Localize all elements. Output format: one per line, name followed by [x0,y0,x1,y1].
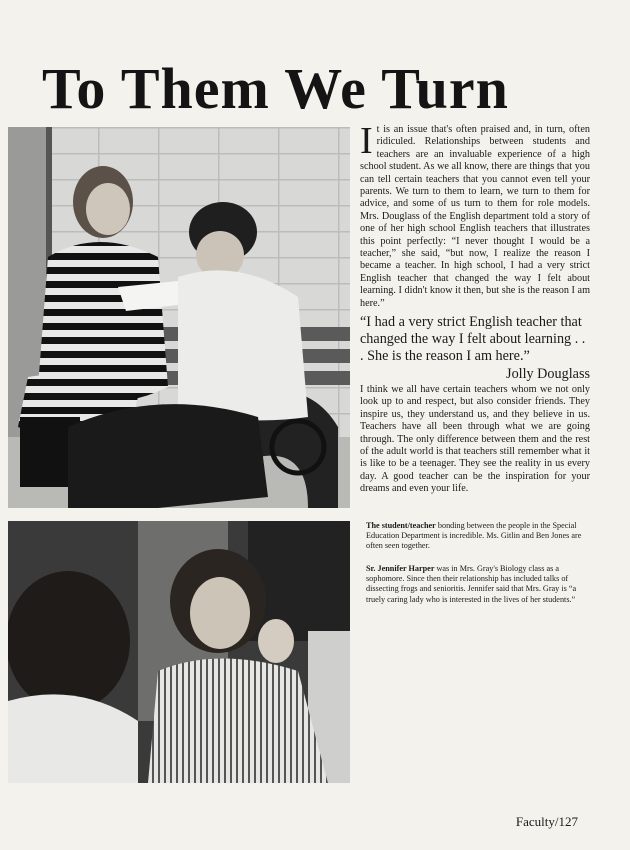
photo-student-and-teacher [8,521,350,783]
pull-quote-author: Jolly Douglass [506,366,590,383]
caption-2-lead: Sr. Jennifer Harper [366,564,435,573]
caption-2-text: was in Mrs. Gray's Biology class as a sophomore. Since then their relationship has included talks of dissecting frogs and senioritis. Jennifer said that Mrs. Gray is “a truely caring lady who is interested in the lives of her students.” [366,564,577,604]
article-body [360,120,590,310]
caption-1-lead: The student/teacher [366,521,436,530]
article-paragraph-1: t is an issue that's often praised and, in turn, often ridiculed. Relationships between students and teachers are an invaluable experience of a high school student. As we all know, there are things that you can tell certain teachers that you cannot even tell your parents. We turn to them to learn, we turn to them for advice, and some of us turn to them for role models. Mrs. Douglass of the English department told a story of one of her high school English teachers that illustrates this point perfectly: “I never thought I would be a teacher,” she said, “but now, I realize the reason I became a teacher. In high school, I had a very strict English teacher that changed the way I felt about learning. I didn't know it then, but she is the reason I am here.” [360,124,590,309]
article-paragraph-2: I think we all have certain teachers whom we not only look up to and respect, but also consider friends. They inspire us, they understand us, and they believe in us. Teachers have all been through what we are going through. The only difference between them and the rest of the adult world is that teachers still remember what it is like to be a teenager. They see the reality in us every day. A good teacher can be the inspiration for your dreams and even your life. [360,384,590,495]
page-folio: Faculty/127 [515,814,578,829]
photo-teacher-student-bench [8,127,350,508]
photo-caption-1 [366,521,590,552]
caption-1-text: bonding between the people in the Special Education Department is incredible. Ms. Gitlin and Ben Jones are often seen together. [366,521,582,551]
pull-quote-text: “I had a very strict English teacher that changed the way I felt about learning . . . She is the reason I am here.” [360,314,586,364]
drop-cap: I [360,120,373,162]
page-title: To Them We Turn [42,56,509,121]
pull-quote [360,314,590,383]
photo-caption-2 [366,564,590,605]
